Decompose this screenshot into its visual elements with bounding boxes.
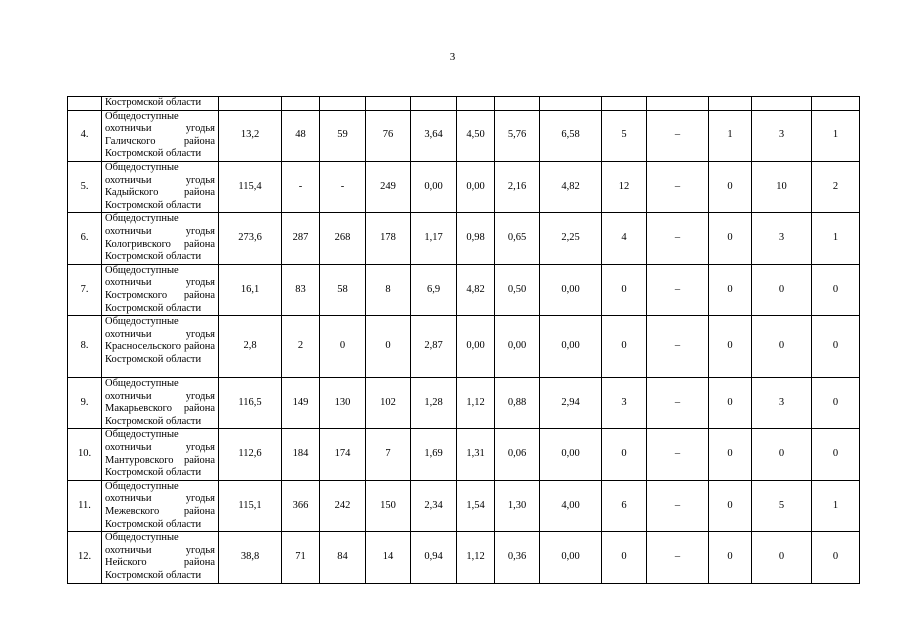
value-cell: 0,36 [495, 532, 540, 583]
row-number: 9. [68, 378, 102, 429]
value-cell: 116,5 [219, 378, 282, 429]
value-cell: 149 [282, 378, 320, 429]
value-cell: 0,94 [411, 532, 457, 583]
value-cell: 2,16 [495, 161, 540, 212]
row-number: 4. [68, 110, 102, 161]
value-cell: 0 [709, 378, 752, 429]
value-cell: 1,12 [457, 532, 495, 583]
district-name: Общедоступные охотничьи угодья Кадыйского района Костромской области [102, 161, 219, 212]
value-cell: 287 [282, 213, 320, 264]
value-cell: 4,82 [540, 161, 602, 212]
value-cell: – [647, 480, 709, 531]
value-cell: 1,31 [457, 429, 495, 480]
value-cell: 6,58 [540, 110, 602, 161]
value-cell: 2 [812, 161, 860, 212]
value-cell: 0,06 [495, 429, 540, 480]
page-number: 3 [449, 51, 456, 63]
value-cell: 10 [752, 161, 812, 212]
value-cell: 2 [282, 316, 320, 378]
value-cell: 0 [320, 316, 366, 378]
value-cell: – [647, 264, 709, 315]
value-cell: 5 [602, 110, 647, 161]
value-cell: 1 [812, 110, 860, 161]
value-cell: 0 [709, 429, 752, 480]
row-number: 10. [68, 429, 102, 480]
district-name: Общедоступные охотничьи угодья Межевского района Костромской области [102, 480, 219, 531]
table-row [68, 213, 860, 264]
value-cell: 1,28 [411, 378, 457, 429]
value-cell: - [320, 161, 366, 212]
value-cell: 3 [752, 378, 812, 429]
value-cell: 0 [752, 264, 812, 315]
value-cell: 0,88 [495, 378, 540, 429]
value-cell: 0,00 [540, 532, 602, 583]
district-name: Общедоступные охотничьи угодья Макарьевского района Костромской области [102, 378, 219, 429]
value-cell: 2,94 [540, 378, 602, 429]
value-cell: 0,00 [540, 316, 602, 378]
value-cell: 5,76 [495, 110, 540, 161]
value-cell: – [647, 161, 709, 212]
value-cell: 0 [709, 264, 752, 315]
value-cell: – [647, 213, 709, 264]
value-cell: 1 [709, 110, 752, 161]
district-name: Общедоступные охотничьи угодья Красносельского района Костромской области [102, 316, 219, 378]
value-cell: 2,34 [411, 480, 457, 531]
hunting-grounds-table [67, 96, 860, 584]
district-name: Общедоступные охотничьи угодья Костромского района Костромской области [102, 264, 219, 315]
value-cell: 2,8 [219, 316, 282, 378]
value-cell: 112,6 [219, 429, 282, 480]
value-cell: 0 [812, 378, 860, 429]
value-cell: 1 [812, 480, 860, 531]
value-cell: 59 [320, 110, 366, 161]
value-cell: 83 [282, 264, 320, 315]
value-cell: 0 [709, 532, 752, 583]
value-cell: 174 [320, 429, 366, 480]
value-cell: 38,8 [219, 532, 282, 583]
value-cell: 0 [709, 213, 752, 264]
value-cell: 0,00 [457, 316, 495, 378]
value-cell: 13,2 [219, 110, 282, 161]
value-cell: 268 [320, 213, 366, 264]
value-cell: 102 [366, 378, 411, 429]
table-row [68, 480, 860, 531]
value-cell: 3 [752, 213, 812, 264]
table-row [68, 161, 860, 212]
value-cell: 14 [366, 532, 411, 583]
value-cell: 6 [602, 480, 647, 531]
district-name: Общедоступные охотничьи угодья Нейского района Костромской области [102, 532, 219, 583]
table-row [68, 378, 860, 429]
value-cell: 4 [602, 213, 647, 264]
value-cell: 0 [812, 429, 860, 480]
value-cell: – [647, 110, 709, 161]
district-name: Общедоступные охотничьи угодья Кологривского района Костромской области [102, 213, 219, 264]
value-cell: 0 [602, 532, 647, 583]
value-cell: 0,00 [540, 264, 602, 315]
value-cell: 0 [366, 316, 411, 378]
value-cell: 4,50 [457, 110, 495, 161]
value-cell: 16,1 [219, 264, 282, 315]
district-name: Общедоступные охотничьи угодья Мантуровского района Костромской области [102, 429, 219, 480]
value-cell: 58 [320, 264, 366, 315]
value-cell: 115,1 [219, 480, 282, 531]
row-number: 5. [68, 161, 102, 212]
table-row [68, 429, 860, 480]
value-cell: 366 [282, 480, 320, 531]
table-row [68, 110, 860, 161]
value-cell: 71 [282, 532, 320, 583]
value-cell: 4,00 [540, 480, 602, 531]
value-cell: 3,64 [411, 110, 457, 161]
value-cell: 0,50 [495, 264, 540, 315]
value-cell: 0,65 [495, 213, 540, 264]
row-number: 7. [68, 264, 102, 315]
table-row [68, 264, 860, 315]
value-cell: 6,9 [411, 264, 457, 315]
value-cell: 0 [812, 316, 860, 378]
value-cell: 249 [366, 161, 411, 212]
value-cell: 3 [752, 110, 812, 161]
value-cell: 2,25 [540, 213, 602, 264]
district-name: Общедоступные охотничьи угодья Галичского района Костромской области [102, 110, 219, 161]
table-row [68, 532, 860, 583]
value-cell: 184 [282, 429, 320, 480]
value-cell: 0 [812, 264, 860, 315]
value-cell: 0 [602, 316, 647, 378]
value-cell: - [282, 161, 320, 212]
value-cell: 48 [282, 110, 320, 161]
table-row [68, 316, 860, 378]
value-cell: 7 [366, 429, 411, 480]
value-cell: 4,82 [457, 264, 495, 315]
value-cell: – [647, 532, 709, 583]
value-cell: 0 [752, 316, 812, 378]
value-cell: – [647, 378, 709, 429]
value-cell: 0,98 [457, 213, 495, 264]
table-row-continuation [68, 97, 860, 111]
value-cell: 1 [812, 213, 860, 264]
value-cell: 150 [366, 480, 411, 531]
value-cell: 178 [366, 213, 411, 264]
value-cell: – [647, 316, 709, 378]
value-cell: 115,4 [219, 161, 282, 212]
value-cell: 1,17 [411, 213, 457, 264]
value-cell: 0,00 [495, 316, 540, 378]
value-cell: 0 [752, 429, 812, 480]
row-number: 8. [68, 316, 102, 378]
value-cell: 3 [602, 378, 647, 429]
row-number: 12. [68, 532, 102, 583]
value-cell: 0 [812, 532, 860, 583]
value-cell: 0,00 [457, 161, 495, 212]
value-cell: 84 [320, 532, 366, 583]
value-cell: 0 [602, 429, 647, 480]
value-cell: 1,30 [495, 480, 540, 531]
value-cell: 12 [602, 161, 647, 212]
value-cell: 0 [709, 316, 752, 378]
value-cell: 1,12 [457, 378, 495, 429]
value-cell: 1,54 [457, 480, 495, 531]
value-cell: 0 [709, 480, 752, 531]
value-cell: 130 [320, 378, 366, 429]
value-cell: 273,6 [219, 213, 282, 264]
value-cell: 1,69 [411, 429, 457, 480]
value-cell: 0 [709, 161, 752, 212]
value-cell: 76 [366, 110, 411, 161]
value-cell: 8 [366, 264, 411, 315]
value-cell: 5 [752, 480, 812, 531]
value-cell: – [647, 429, 709, 480]
row-number: 6. [68, 213, 102, 264]
value-cell: 0 [752, 532, 812, 583]
value-cell: 242 [320, 480, 366, 531]
value-cell: 0,00 [540, 429, 602, 480]
row-number: 11. [68, 480, 102, 531]
value-cell: 0,00 [411, 161, 457, 212]
value-cell: 2,87 [411, 316, 457, 378]
value-cell: 0 [602, 264, 647, 315]
district-name: Костромской области [102, 97, 219, 111]
